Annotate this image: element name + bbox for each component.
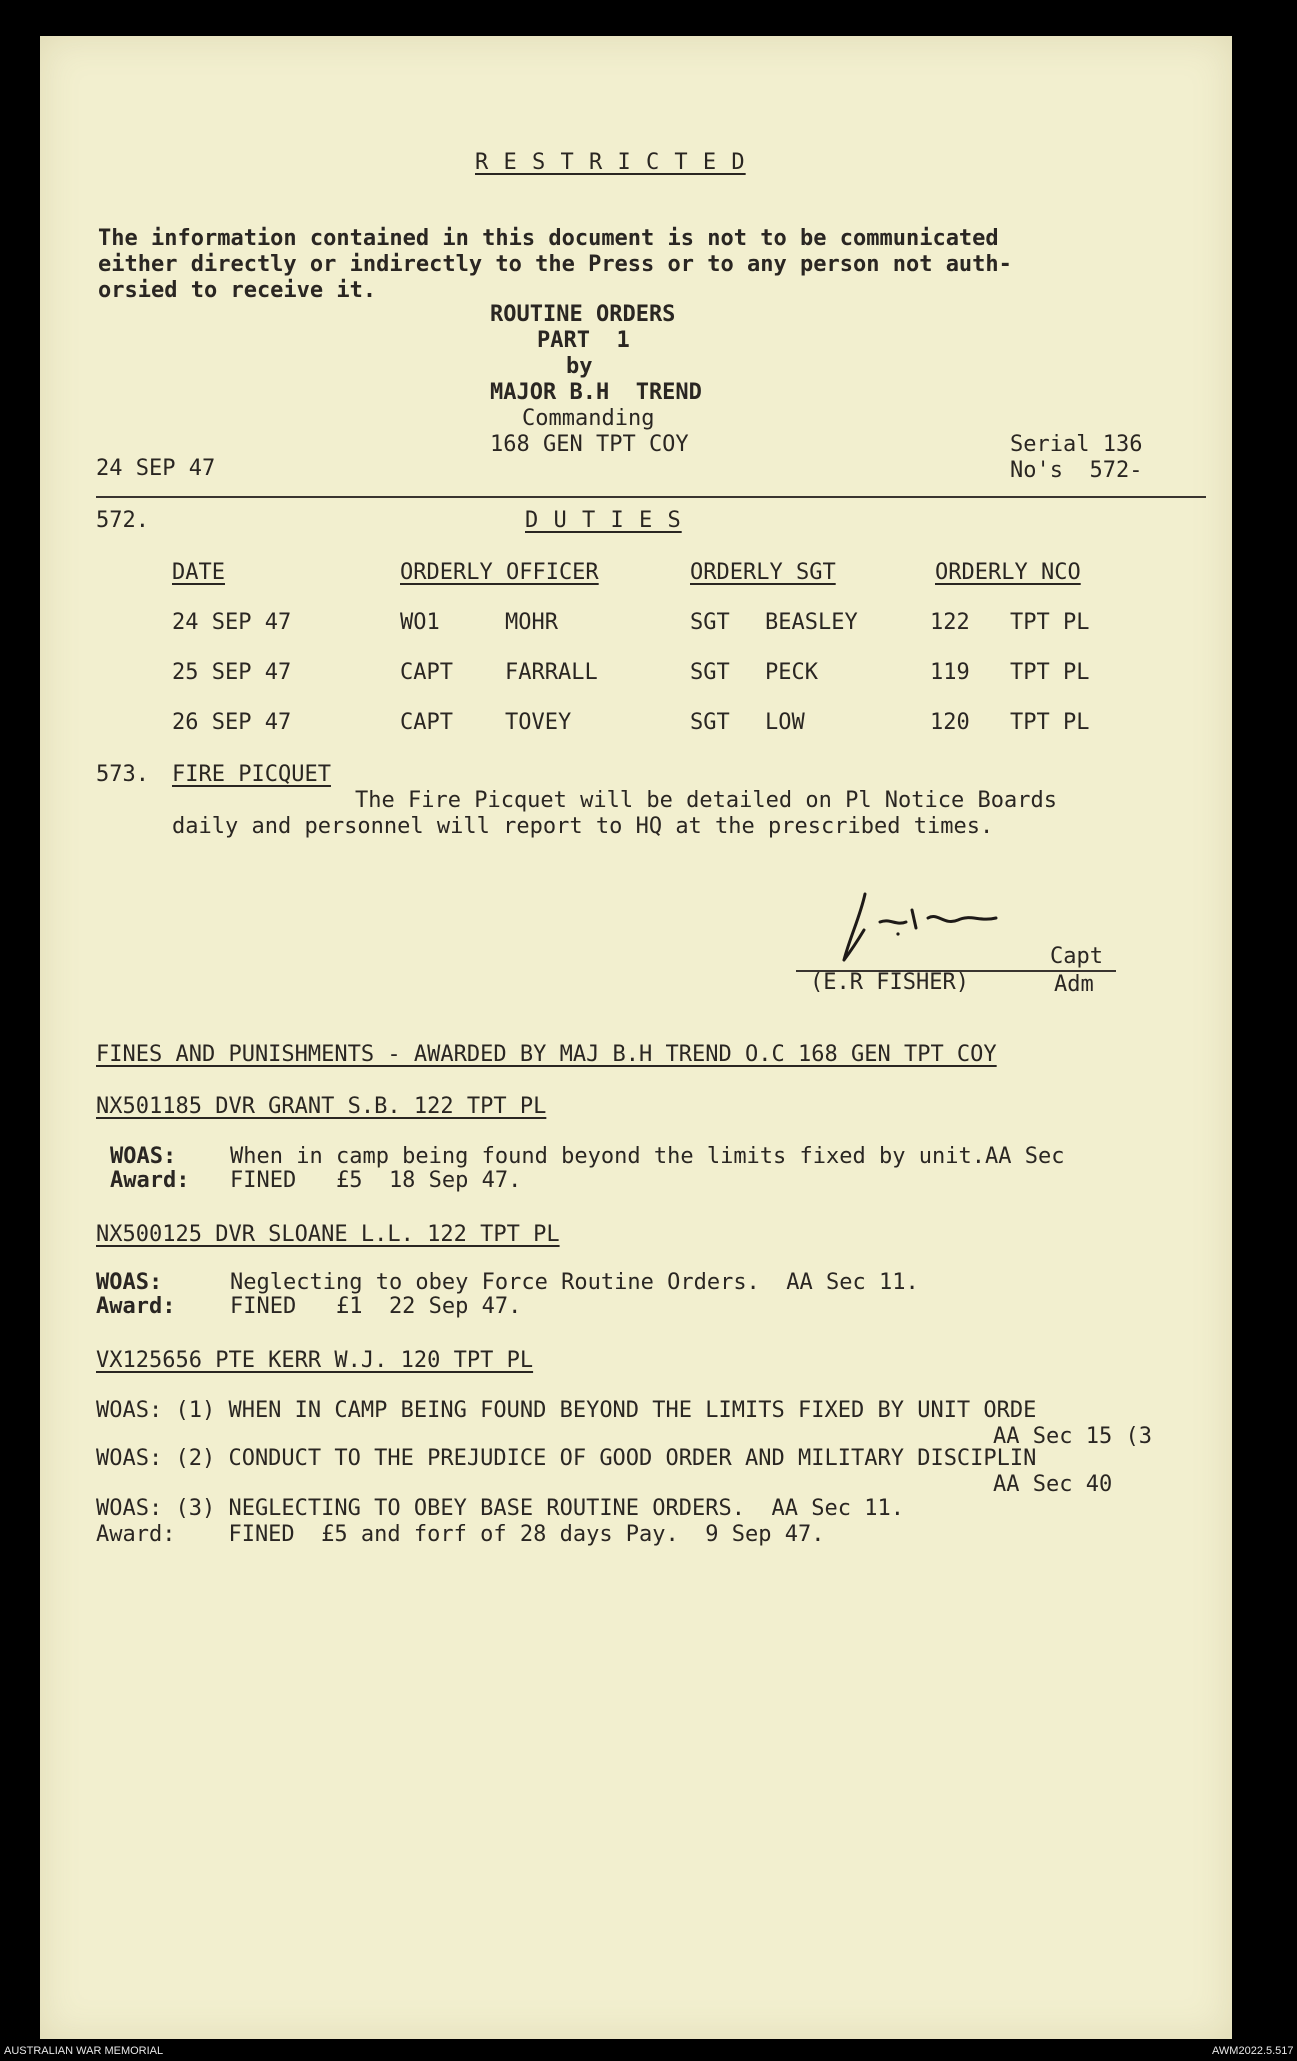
fire-picquet-number: 573. <box>96 762 149 787</box>
fire-picquet-heading: FIRE PICQUET <box>172 762 331 787</box>
row-officer-rank: WO1 <box>400 610 440 635</box>
duties-col-date: DATE <box>172 560 225 585</box>
row-officer-rank: CAPT <box>400 710 453 735</box>
fire-picquet-line-2: daily and personnel will report to HQ at the prescribed times. <box>172 814 994 839</box>
row-nco-no: 119 <box>930 660 970 685</box>
duties-col-nco: ORDERLY NCO <box>935 560 1081 585</box>
row-sgt-name: BEASLEY <box>765 610 858 635</box>
row-nco-no: 122 <box>930 610 970 635</box>
case-3-woas-1-ref: AA Sec 15 (3 <box>993 1424 1152 1449</box>
case-1-woas: When in camp being found beyond the limits fixed by unit.AA Sec <box>230 1144 1065 1169</box>
signatory-appointment: Adm <box>1054 972 1094 997</box>
archive-footer-right: AWM2022.5.517 <box>1212 2045 1294 2057</box>
row-officer-name: MOHR <box>505 610 558 635</box>
title-line-5: Commanding <box>522 406 655 431</box>
handwritten-signature <box>820 882 1080 972</box>
row-nco-unit: TPT PL <box>1010 710 1090 735</box>
row-sgt-rank: SGT <box>690 710 730 735</box>
case-2-award: FINED £1 22 Sep 47. <box>230 1294 522 1319</box>
case-1-award-label: Award: <box>110 1168 190 1193</box>
classification: R E S T R I C T E D <box>475 150 746 175</box>
row-date: 24 SEP 47 <box>172 610 292 635</box>
document-page <box>40 36 1232 2039</box>
case-3-woas-2: WOAS: (2) CONDUCT TO THE PREJUDICE OF GOOD ORDER AND MILITARY DISCIPLIN <box>96 1446 1037 1471</box>
duties-number: 572. <box>96 508 149 533</box>
title-line-3: by <box>566 354 593 379</box>
signatory-rank: Capt <box>1050 944 1103 969</box>
title-line-2: PART 1 <box>537 328 630 353</box>
row-officer-name: FARRALL <box>505 660 598 685</box>
row-sgt-rank: SGT <box>690 610 730 635</box>
header-divider <box>96 496 1206 498</box>
case-2-woas-label: WOAS: <box>96 1270 163 1295</box>
row-sgt-name: PECK <box>765 660 818 685</box>
row-sgt-rank: SGT <box>690 660 730 685</box>
order-date: 24 SEP 47 <box>96 456 216 481</box>
row-officer-name: TOVEY <box>505 710 572 735</box>
archive-footer-left: AUSTRALIAN WAR MEMORIAL <box>4 2045 164 2057</box>
title-line-4: MAJOR B.H TREND <box>490 380 702 405</box>
row-date: 26 SEP 47 <box>172 710 292 735</box>
fines-heading: FINES AND PUNISHMENTS - AWARDED BY MAJ B.H TREND O.C 168 GEN TPT COY <box>96 1042 997 1067</box>
row-nco-unit: TPT PL <box>1010 610 1090 635</box>
notice-line-1: The information contained in this document is not to be communicated <box>98 226 999 251</box>
duties-col-sgt: ORDERLY SGT <box>690 560 836 585</box>
row-date: 25 SEP 47 <box>172 660 292 685</box>
case-3-woas-1: WOAS: (1) WHEN IN CAMP BEING FOUND BEYOND THE LIMITS FIXED BY UNIT ORDE <box>96 1398 1037 1423</box>
case-2-award-label: Award: <box>96 1294 176 1319</box>
notice-line-3: orsied to receive it. <box>98 278 377 303</box>
row-officer-rank: CAPT <box>400 660 453 685</box>
case-1-award: FINED £5 18 Sep 47. <box>230 1168 522 1193</box>
row-sgt-name: LOW <box>765 710 805 735</box>
order-numbers: No's 572- <box>1010 458 1143 483</box>
case-2-woas: Neglecting to obey Force Routine Orders. AA Sec 11. <box>230 1270 919 1295</box>
case-3-award: Award: FINED £5 and forf of 28 days Pay. 9 Sep 47. <box>96 1522 825 1547</box>
case-3-woas-2-ref: AA Sec 40 <box>993 1472 1113 1497</box>
serial: Serial 136 <box>1010 432 1143 457</box>
duties-col-officer: ORDERLY OFFICER <box>400 560 599 585</box>
case-3-woas-3: WOAS: (3) NEGLECTING TO OBEY BASE ROUTINE ORDERS. AA Sec 11. <box>96 1496 904 1521</box>
signatory-name: (E.R FISHER) <box>810 970 969 995</box>
case-1-member: NX501185 DVR GRANT S.B. 122 TPT PL <box>96 1094 547 1119</box>
notice-line-2: either directly or indirectly to the Press or to any person not auth- <box>98 252 1012 277</box>
case-3-member: VX125656 PTE KERR W.J. 120 TPT PL <box>96 1348 534 1373</box>
title-line-1: ROUTINE ORDERS <box>490 302 676 327</box>
row-nco-unit: TPT PL <box>1010 660 1090 685</box>
duties-heading: D U T I E S <box>525 508 682 533</box>
case-1-woas-label: WOAS: <box>110 1144 177 1169</box>
fire-picquet-line-1: The Fire Picquet will be detailed on Pl Notice Boards <box>355 788 1057 813</box>
case-2-member: NX500125 DVR SLOANE L.L. 122 TPT PL <box>96 1222 560 1247</box>
title-line-6: 168 GEN TPT COY <box>490 432 689 457</box>
row-nco-no: 120 <box>930 710 970 735</box>
